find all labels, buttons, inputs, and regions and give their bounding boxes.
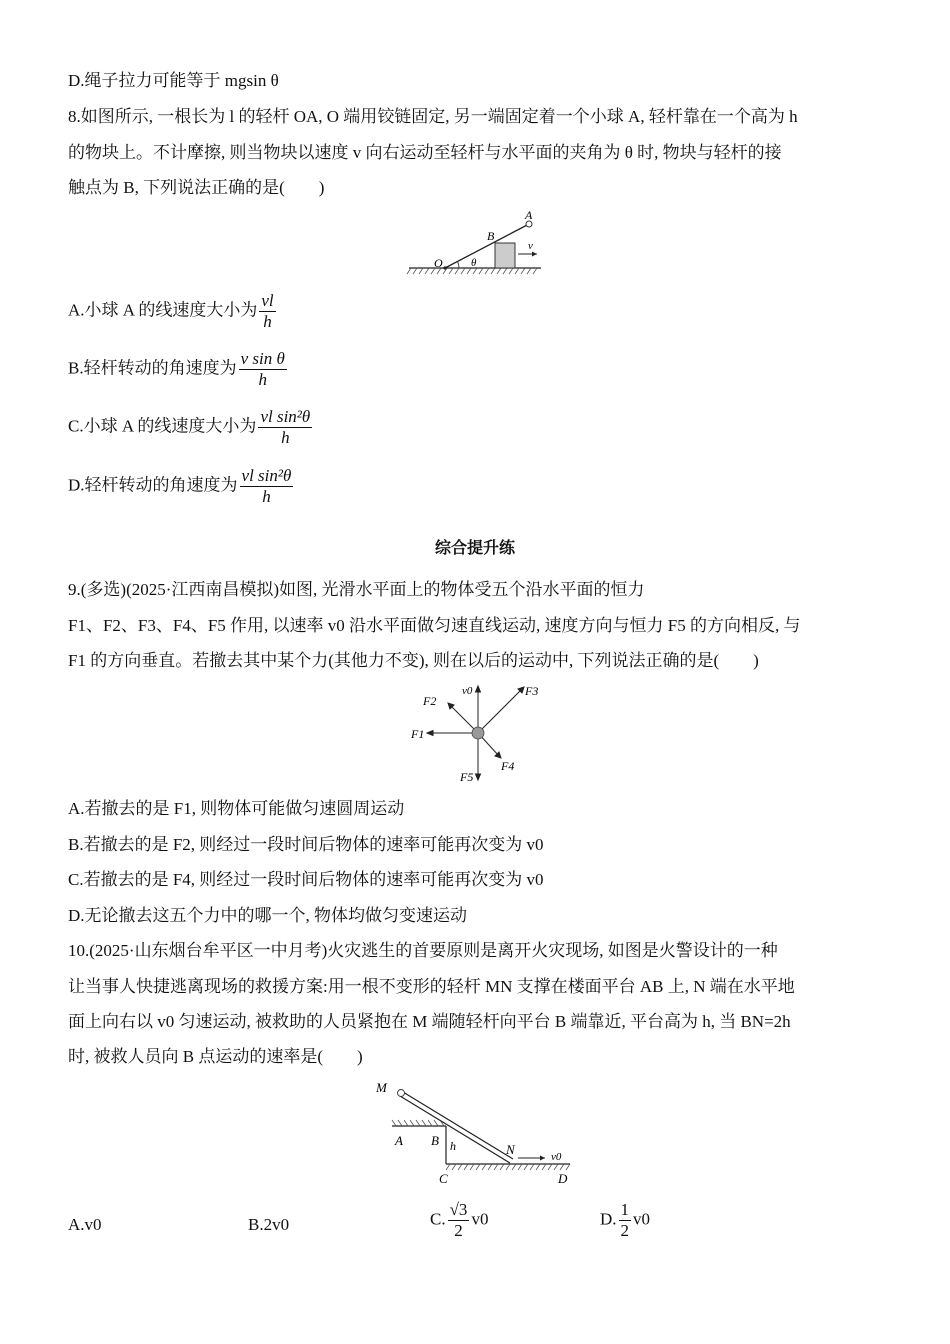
q10-figure [370,1074,580,1190]
q10-stem-line3: 面上向右以 v0 匀速运动, 被救助的人员紧抱在 M 端随轻杆向平台 B 端靠近, 平台高为 h, 当 BN=2h [68,1012,791,1031]
q8-stem-line1: 8.如图所示, 一根长为 l 的轻杆 OA, O 端用铰链固定, 另一端固定着一个小球 A, 轻杆靠在一个高为 h [68,107,798,126]
q10-option-d-fraction: $\frac{1}{2}$ [620,1200,630,1240]
q10-option-d: D. $\frac{1}{2}$ v0 [600,1200,651,1240]
q8-figure [405,204,545,278]
q7-option-d: D.绳子拉力可能等于 mgsin θ [68,71,279,90]
q10-label-v0: v0 [551,1151,562,1163]
q10-label-d: D [558,1171,568,1186]
q9-stem-line1: 9.(多选)(2025·江西南昌模拟)如图, 光滑水平面上的物体受五个沿水平面的恒力 [68,580,645,599]
q8-label-theta: θ [471,257,477,269]
q10-option-b: B.2v0 [248,1215,290,1234]
q9-option-a: A.若撤去的是 F1, 则物体可能做匀速圆周运动 [68,799,405,818]
q10-label-n: N [506,1142,515,1157]
q8-label-v: v [528,240,533,252]
q8-option-d: D.轻杆转动的角速度为 $\frac{\text{vl sin²θ}}{h}$ [68,466,292,506]
q9-label-f2: F2 [423,694,437,708]
q8-stem-line2: 的物块上。不计摩擦, 则当物块以速度 v 向右运动至轻杆与水平面的夹角为 θ 时, 物块与轻杆的接 [68,143,782,162]
q10-option-c-fraction: $\frac{√3}{2}$ [449,1200,468,1240]
q8-label-b: B [487,229,495,243]
q10-option-c: C. $\frac{√3}{2}$ v0 [430,1200,489,1240]
q9-label-f4: F4 [501,759,515,773]
q8-option-a-fraction: $\frac{vl}{h}$ [261,291,274,331]
q8-option-b: B.轻杆转动的角速度为 $\frac{\text{v sin θ}}{h}$ [68,349,285,389]
q9-option-c: C.若撤去的是 F4, 则经过一段时间后物体的速率可能再次变为 v0 [68,870,544,889]
q8-option-c: C.小球 A 的线速度大小为 $\frac{\text{vl sin²θ}}{h}$ [68,407,311,447]
q9-figure [405,680,545,790]
q9-label-f5: F5 [460,770,474,784]
q10-label-c: C [439,1171,448,1186]
q9-label-v0: v0 [462,685,473,697]
q9-option-b: B.若撤去的是 F2, 则经过一段时间后物体的速率可能再次变为 v0 [68,835,544,854]
q9-label-f1: F1 [411,727,425,741]
q9-stem-line2: F1、F2、F3、F4、F5 作用, 以速率 v0 沿水平面做匀速直线运动, 速度方向与恒力 F5 的方向相反, 与 [68,616,801,635]
q9-label-f3: F3 [525,684,539,698]
q8-option-c-fraction: $\frac{\text{vl sin²θ}}{h}$ [260,407,311,447]
q9-stem-line3: F1 的方向垂直。若撤去其中某个力(其他力不变), 则在以后的运动中, 下列说法正确的是( ) [68,651,759,670]
q8-option-d-fraction: $\frac{\text{vl sin²θ}}{h}$ [241,466,292,506]
q10-option-a: A.v0 [68,1215,102,1234]
q10-stem-line2: 让当事人快捷逃离现场的救援方案:用一根不变形的轻杆 MN 支撑在楼面平台 AB 上, N 端在水平地 [68,977,795,996]
q8-option-b-fraction: $\frac{\text{v sin θ}}{h}$ [240,349,285,389]
q10-stem-line4: 时, 被救人员向 B 点运动的速率是( ) [68,1047,363,1066]
q8-stem-line3: 触点为 B, 下列说法正确的是( ) [68,178,325,197]
q10-label-m: M [376,1080,387,1095]
q10-label-b: B [431,1133,439,1148]
q8-option-a: A.小球 A 的线速度大小为 $\frac{vl}{h}$ [68,291,274,331]
q10-label-a: A [395,1133,403,1148]
q8-label-o: O [434,256,443,270]
section-title: 综合提升练 [434,538,515,557]
q9-option-d: D.无论撤去这五个力中的哪一个, 物体均做匀变速运动 [68,906,468,925]
q10-label-h: h [450,1139,456,1153]
q10-stem-line1: 10.(2025·山东烟台牟平区一中月考)火灾逃生的首要原则是离开火灾现场, 如图是火警设计的一种 [68,941,778,960]
q8-label-a: A [525,208,533,222]
